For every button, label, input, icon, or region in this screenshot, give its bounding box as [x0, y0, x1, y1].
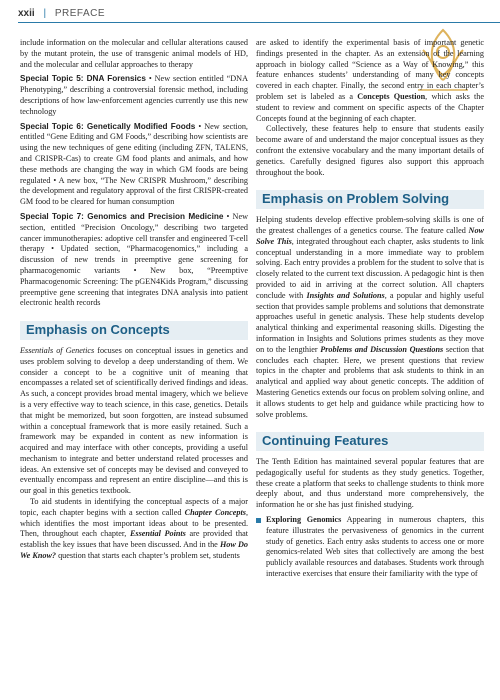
list-item [256, 515, 484, 580]
paragraph-text: question that starts each chapter’s problem set, students [56, 551, 240, 561]
right-column [256, 38, 484, 580]
term-exploring-genomics: Exploring Genomics [266, 515, 342, 525]
paragraph-text: , integrated throughout each chapter, asks students to link conceptual understanding in a more immediate way to problem solving. Each entry provides a problem for the student to solve that is closely related to the current text discussion. A pedagogic hint is then provided to aid in arriving at the correct solution. All chapters conclude with [256, 236, 484, 300]
problem-solving-paragraph [256, 215, 484, 420]
paragraph-text: section that concludes each chapter. Here, we present questions that review topics in the chapter and problems that ask students to think in an analytical and applied way about genetic concepts. The addition of Mastering Genetics extends our focus on problem solving online, and it allows students to get help and guidance while practicing how to solve problems. [256, 344, 484, 419]
header-separator: | [43, 8, 47, 19]
concepts-paragraph-1 [20, 346, 248, 497]
term-concepts-question: Concepts Question [357, 91, 426, 101]
page-number: xxii [18, 8, 35, 19]
section-heading-box [256, 432, 484, 451]
topic-title: Special Topic 5: DNA Forensics [20, 74, 146, 84]
bullet-text [266, 515, 484, 580]
paragraph-text: , a popular and highly useful section that provides sample problems and solutions that demonstrate approaches useful in genetic analysis. These help students develop analytical thinking and experimental reasoning skills. Digesting the information in Insights and Solutions primes students as they move on to the lengthier [256, 290, 484, 354]
concepts-paragraph-2 [20, 497, 248, 562]
topic-precision-medicine [20, 212, 248, 309]
concepts-summary: Collectively, these features help to ensure that students easily become aware of and understand the major conceptual issues as they confront the extensive vocabulary and the many important details of genetics. Carefully designed figures also support this approach throughout the book. [256, 124, 484, 177]
intro-paragraph: include information on the molecular and cellular alterations caused by the mutant protein, the use of transgenic animal models of HD, and the molecular and cellular approaches to therapy [20, 38, 248, 69]
concepts-continuation [256, 38, 484, 124]
term-how-do-we-know: How Do We Know? [20, 540, 248, 561]
term-insights-solutions: Insights and Solutions [306, 290, 385, 300]
section-heading-concepts: Emphasis on Concepts [26, 322, 170, 338]
paragraph-text: focuses on conceptual issues in genetics and uses problem solving to develop a deep understanding of them. We consider a concept to be a cognitive unit of meaning that encompasses a related set of scientifically derived findings and ideas. As such, a concept provides broad mental imagery, which we believe is a very effective way to teach science, in this case, genetics. Details that might be memorized, but soon forgotten, are instead subsumed within a conceptual framework that is more easily retained. Such a framework may be expanded in content as new information is acquired and may interface with other concepts, providing a useful mechanism to integrate and better understand related processes and ideas. An extensive set of concepts may be devised and conveyed to eventually encompass and represent an entire discipline—and this is our goal in this genetics textbook. [20, 345, 248, 496]
paragraph-text: Helping students develop effective problem-solving skills is one of the greatest challenges of a genetics course. The feature called [256, 215, 484, 235]
continuing-paragraph: The Tenth Edition has maintained several popular features that are pedagogically useful for students as they study genetics. Together, these create a platform that seeks to challenge students to think more deeply about, and thus understand more comprehensively, the information he or she has just finished studying. [256, 457, 484, 510]
topic-text: • New section, entitled “Precision Oncology,” describing two targeted cancer immunotherapies: adoptive cell transfer and engineered T-cell therapy • Updated section, “Pharmacogenomics,” including a discussion of new trends in preemptive gene screening for pharmacogenomic variants • New box, “Preemptive Pharmacogenomic Screening: The pGEN4Kids Program,” discussing preemptive gene screening that integrates DNA analysis into patient electronic health records [20, 211, 249, 308]
section-heading-continuing: Continuing Features [262, 433, 389, 449]
paragraph-text: , which identifies the most important ideas about to be presented. Then, throughout each chapter, [20, 507, 249, 539]
paragraph-text: , which asks the student to review and comment on specific aspects of the Chapter Concepts found at the beginning of each chapter. [256, 91, 484, 123]
topic-text: • New section, entitled “Gene Editing and GM Foods,” describing how scientists are using the new techniques of gene editing (including ZFN, TALENS, and CRISPR-Cas) to create GM food plants and animals, and how these methods are changing the way in which GM foods are being regulated • A new box, “The New CRISPR Mushroom,” describing the development and regulatory approval of the first CRISPR-created GM food to be cleared for human consumption [20, 121, 248, 207]
square-bullet-icon [256, 518, 261, 523]
topic-text: • New section entitled “DNA Phenotyping,” describing a controversial forensic method, including descriptions of how law-enforcement agencies currently use this new technology [20, 74, 249, 116]
topic-gm-foods [20, 122, 248, 208]
section-heading-box [256, 190, 484, 209]
section-heading-problem-solving: Emphasis on Problem Solving [262, 191, 450, 207]
topic-title: Special Topic 7: Genomics and Precision Medicine [20, 211, 224, 221]
term-now-solve-this: Now Solve This [256, 225, 484, 246]
term-essential-points: Essential Points [129, 529, 186, 539]
book-title: Essentials of Genetics [20, 345, 95, 355]
paragraph-text: To aid students in identifying the conceptual aspects of a major topic, each chapter begins with a section called [20, 497, 248, 517]
term-chapter-concepts: Chapter Concepts [184, 507, 246, 517]
section-heading-box [20, 321, 248, 340]
paragraph-text: are provided that establish the key issues that have been discussed. And in the [20, 529, 249, 550]
paragraph-text: Appearing in numerous chapters, this feature illustrates the pervasiveness of genomics in the current study of genetics. Each entry asks students to access one or more genomics-related Web sites that collectively are among the best publicly available resources and databases. Students work through interactive exercises that ensure their familiarity with the type of [266, 515, 484, 579]
running-title: PREFACE [54, 8, 106, 19]
topic-title: Special Topic 6: Genetically Modified Foods [20, 121, 196, 131]
topic-dna-forensics [20, 74, 248, 117]
term-problems-discussion: Problems and Discussion Questions [320, 344, 444, 354]
left-column [20, 38, 248, 562]
paragraph-text: are asked to identify the experimental basis of important genetic findings presented in the chapter. As an extension of the learning approach in biology called “Science as a Way of Knowing,” this feature enhances students’ understanding of many key concepts covered in each chapter. Finally, the second entry in each chapter’s problem set is labeled as a [256, 38, 484, 101]
